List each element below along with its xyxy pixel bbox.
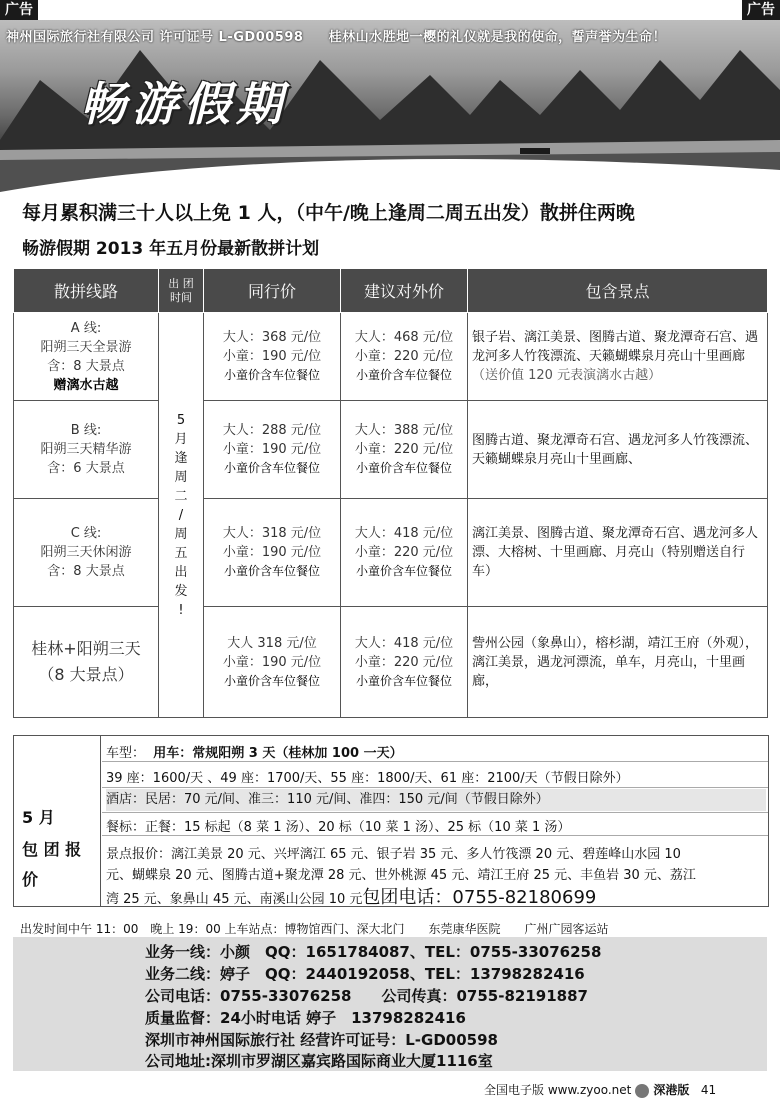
- headline: 每月累积满三十人以上免 1 人，（中午/晚上逢周二周五出发）散拼住两晚: [22, 202, 635, 224]
- header-route: 散拼线路: [14, 269, 159, 313]
- spots-cell: 漓江美景、图腾古道、聚龙潭奇石宫、遇龙河多人漂、大榕树、十里画廊、月亮山（特别赠送自行车）: [468, 499, 768, 607]
- contact-box: [13, 937, 767, 1071]
- contact-line: 公司电话：0755-33076258 公司传真：0755-82191887: [145, 987, 588, 1005]
- divider: [102, 812, 768, 813]
- car-line-2: 39 座：1600/天 、49 座：1700/天、55 座：1800/天、61 座：2100/天（节假日除外）: [106, 771, 629, 786]
- contact-line: 质量监督：24小时电话 婷子 13798282416: [145, 1009, 466, 1027]
- divider: [102, 761, 768, 762]
- subheadline: 畅游假期 2013 年五月份最新散拼计划: [22, 239, 320, 259]
- group-phone: 包团电话：0755-82180699: [362, 887, 597, 908]
- peer-price-cell: 大人：288 元/位 小童：190 元/位 小童价含车位餐位: [204, 401, 341, 499]
- contact-line: 业务一线：小颜 QQ：1651784087、TEL：0755-33076258: [145, 943, 602, 961]
- spots-cell: 图腾古道、聚龙潭奇石宫、遇龙河多人竹筏漂流、天籁蝴蝶泉月亮山十里画廊、: [468, 401, 768, 499]
- page-footer: [484, 1081, 716, 1098]
- footer-edition: 深港版: [653, 1083, 690, 1097]
- header-departure: 出 团 时间: [159, 269, 204, 313]
- table-row: [14, 607, 768, 718]
- spots-cell: 訾州公园（象鼻山），榕杉湖，靖江王府（外观），漓江美景，遇龙河漂流，单车，月亮山，十里画廊，: [468, 607, 768, 718]
- retail-price-cell: 大人：418 元/位 小童：220 元/位 小童价含车位餐位: [341, 499, 468, 607]
- page-number: 41: [700, 1083, 717, 1097]
- header-peer-price: 同行价: [204, 269, 341, 313]
- table-header-row: [14, 269, 768, 313]
- magazine-logo-icon: [635, 1084, 649, 1098]
- ad-tag-right: 广告: [742, 0, 780, 20]
- package-label: 5 月 包 团 报 价: [14, 736, 101, 906]
- footer-site[interactable]: 全国电子版 www.zyoo.net: [484, 1083, 632, 1097]
- peer-price-cell: 大人 318 元/位 小童：190 元/位 小童价含车位餐位: [204, 607, 341, 718]
- contact-line: 业务二线：婷子 QQ：2440192058、TEL：13798282416: [145, 965, 585, 983]
- ad-tag-left: 广告: [0, 0, 38, 20]
- contact-line: 深圳市神州国际旅行社 经营许可证号：L-GD00598: [145, 1031, 498, 1049]
- banner: [0, 20, 780, 192]
- spot-price-line-1: 景点报价：漓江美景 20 元、兴坪漓江 65 元、银子岩 35 元、多人竹筏漂 20 元、碧莲峰山水园 10: [106, 847, 681, 862]
- route-cell: C 线: 阳朔三天休闲游 含：8 大景点: [14, 499, 159, 607]
- group-package-box: [13, 735, 769, 907]
- retail-price-cell: 大人：468 元/位 小童：220 元/位 小童价含车位餐位: [341, 313, 468, 401]
- header-retail-price: 建议对外价: [341, 269, 468, 313]
- table-row: [14, 499, 768, 607]
- route-cell: 桂林+阳朔三天 （8 大景点）: [14, 607, 159, 718]
- divider: [102, 787, 768, 788]
- table-row: [14, 313, 768, 401]
- header-spots: 包含景点: [468, 269, 768, 313]
- spot-price-line-2: 元、蝴蝶泉 20 元、图腾古道+聚龙潭 28 元、世外桃源 45 元、靖江王府 25 元、丰鱼岩 30 元、荔江: [106, 868, 696, 883]
- spot-price-line-3: 湾 25 元、象鼻山 45 元、南溪山公园 10 元包团电话：0755-82180699: [106, 887, 597, 908]
- car-line-1: 车型： 用车：常规阳朔 3 天（桂林加 100 一天）: [106, 746, 403, 761]
- divider: [102, 835, 768, 836]
- tour-plan-table: [13, 268, 768, 718]
- retail-price-cell: 大人：388 元/位 小童：220 元/位 小童价含车位餐位: [341, 401, 468, 499]
- route-cell: A 线: 阳朔三天全景游 含：8 大景点 赠漓水古越: [14, 313, 159, 401]
- departure-info: 出发时间中午 11：00 晚上 19：00 上车站点：博物馆西门、深大北门 东莞康华医院 广州广园客运站: [20, 922, 609, 936]
- hotel-line: 酒店：民居：70 元/间、准三：110 元/间、准四：150 元/间（节假日除外）: [106, 789, 766, 811]
- retail-price-cell: 大人：418 元/位 小童：220 元/位 小童价含车位餐位: [341, 607, 468, 718]
- brand-logo-text: 畅游假期: [80, 77, 288, 131]
- meal-line: 餐标：正餐：15 标起（8 菜 1 汤）、20 标（10 菜 1 汤）、25 标（10 菜 1 汤）: [106, 820, 571, 835]
- peer-price-cell: 大人：368 元/位 小童：190 元/位 小童价含车位餐位: [204, 313, 341, 401]
- table-row: [14, 401, 768, 499]
- contact-line: 公司地址:深圳市罗湖区嘉宾路国际商业大厦1116室: [145, 1052, 493, 1070]
- departure-cell: 5 月 逢 周 二 / 周 五 出 发 !: [159, 313, 204, 718]
- spots-cell: 银子岩、漓江美景、图腾古道、聚龙潭奇石宫、遇龙河多人竹筏漂流、天籁蝴蝶泉月亮山十里画廊 （送价值 120 元表演漓水古越）: [468, 313, 768, 401]
- peer-price-cell: 大人：318 元/位 小童：190 元/位 小童价含车位餐位: [204, 499, 341, 607]
- banner-swoosh: [0, 150, 780, 192]
- route-cell: B 线: 阳朔三天精华游 含：6 大景点: [14, 401, 159, 499]
- banner-company-line: 神州国际旅行社有限公司 许可证号 L-GD00598 桂林山水胜地一樱的礼仪就是我的使命，誓声誉为生命！: [6, 30, 667, 45]
